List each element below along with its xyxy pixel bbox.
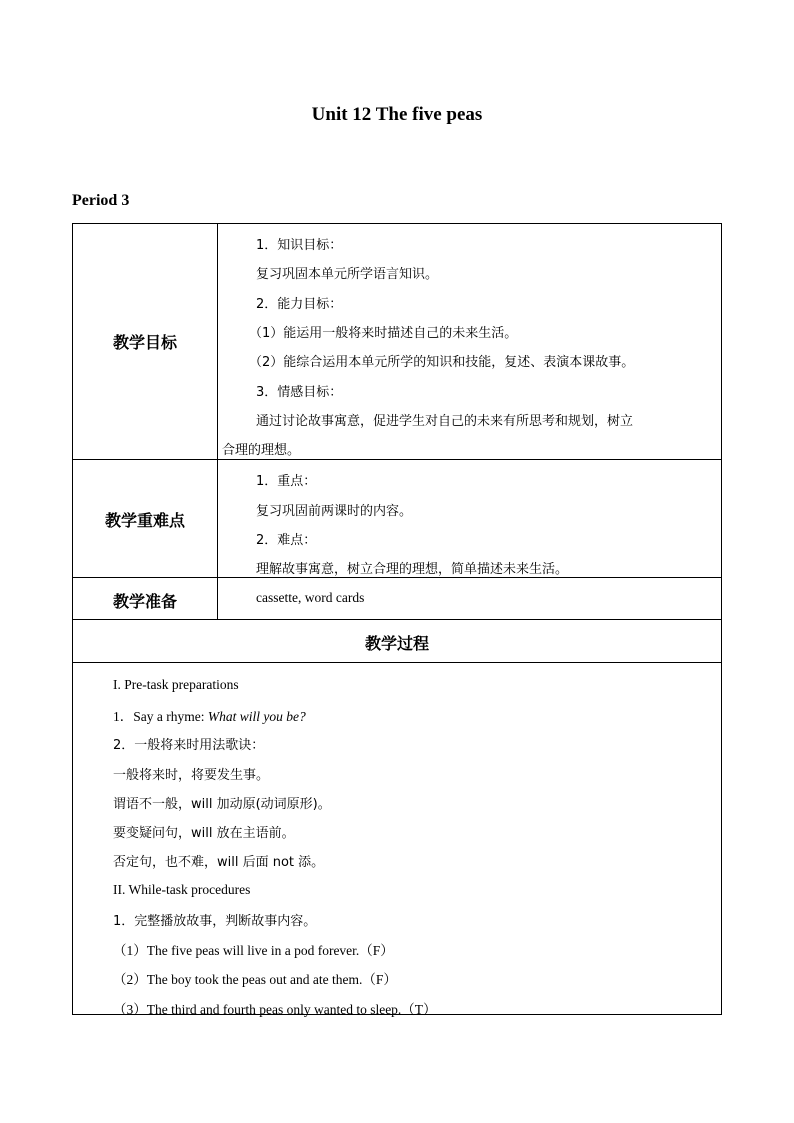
process-line: 2．一般将来时用法歌诀： xyxy=(113,738,265,753)
process-line: 否定句，也不难，will 后面 not 添。 xyxy=(113,855,325,870)
process-line: 1．完整播放故事，判断故事内容。 xyxy=(113,914,317,929)
objectives-line: 2．能力目标： xyxy=(256,297,343,312)
preparation-label: 教学准备 xyxy=(112,592,177,611)
row-divider xyxy=(73,619,721,620)
rhyme-title: What will you be? xyxy=(207,709,306,724)
objectives-line: 复习巩固本单元所学语言知识。 xyxy=(256,267,439,282)
row-divider xyxy=(73,662,721,663)
preparation-text: cassette, word cards xyxy=(256,590,365,605)
process-line: 要变疑问句，will 放在主语前。 xyxy=(113,826,295,841)
key-points-line: 复习巩固前两课时的内容。 xyxy=(256,504,413,519)
lesson-plan-table xyxy=(72,223,722,1015)
objectives-line: 通过讨论故事寓意，促进学生对自己的未来有所思考和规划，树立 xyxy=(256,414,634,429)
process-line: I. Pre-task preparations xyxy=(113,677,239,692)
process-line: （2）The boy took the peas out and ate them.（F） xyxy=(113,972,397,987)
objectives-line: （2）能综合运用本单元所学的知识和技能，复述、表演本课故事。 xyxy=(249,355,635,370)
period-heading: Period 3 xyxy=(72,192,130,209)
key-points-line: 1．重点： xyxy=(256,474,317,489)
row-divider xyxy=(73,459,721,460)
process-line: （1）The five peas will live in a pod forever.（F） xyxy=(113,943,394,958)
key-points-label: 教学重难点 xyxy=(104,511,185,530)
row-divider xyxy=(73,577,721,578)
key-points-line: 理解故事寓意，树立合理的理想，简单描述未来生活。 xyxy=(256,562,569,577)
process-line: II. While-task procedures xyxy=(113,882,251,897)
rhyme-line xyxy=(113,705,306,725)
objectives-line: 1．知识目标： xyxy=(256,238,343,253)
objectives-line: 合理的理想。 xyxy=(222,443,301,458)
process-line: 谓语不一般，will 加动原(动词原形)。 xyxy=(113,797,331,812)
column-divider xyxy=(217,224,218,619)
rhyme-prefix: 1．Say a rhyme: xyxy=(113,709,208,724)
process-title: 教学过程 xyxy=(364,634,429,653)
document-title: Unit 12 The five peas xyxy=(311,104,483,125)
objectives-line: 3．情感目标： xyxy=(256,385,343,400)
process-line: （3）The third and fourth peas only wanted to sleep.（T） xyxy=(113,1002,437,1017)
key-points-line: 2．难点： xyxy=(256,533,317,548)
process-line: 一般将来时，将要发生事。 xyxy=(113,768,270,783)
objectives-line: （1）能运用一般将来时描述自己的未来生活。 xyxy=(249,326,518,341)
objectives-label: 教学目标 xyxy=(112,333,177,352)
